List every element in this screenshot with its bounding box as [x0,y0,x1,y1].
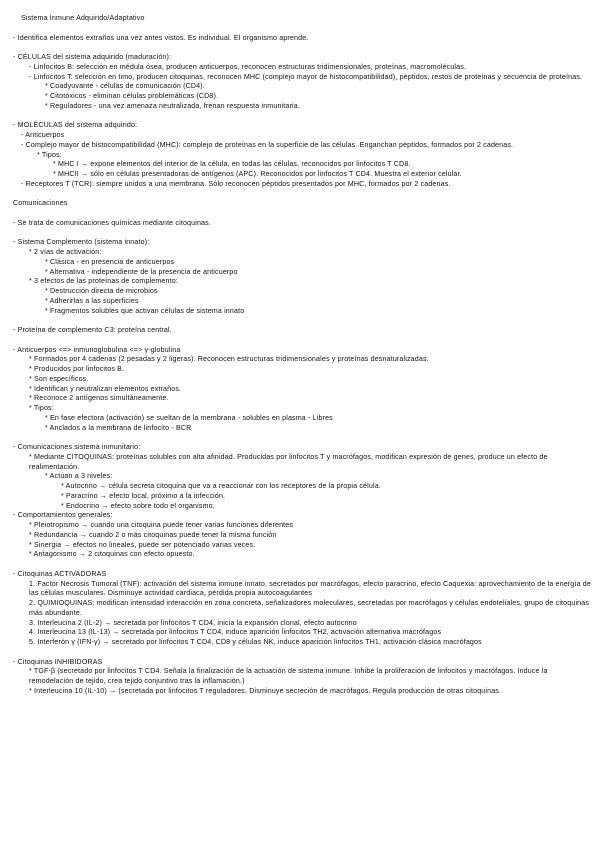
text-line: * Clásica - en presencia de anticuerpos [45,257,175,266]
blank-line [13,24,591,34]
text-line: * Sinergia → efectos no lineales, puede ser potenciado varias veces. [29,540,256,549]
text-line: * Son específicos. [29,374,89,383]
section-heading: - Comunicaciones sistema inmunitario: [13,443,141,451]
text-line: * 3 efectos de las proteínas de complemento: [29,277,178,286]
section-heading: - CÉLULAS del sistema adquirido (maduración): [13,53,172,61]
section-heading: - MOLÉCULAS del sistema adquirido: [13,121,138,130]
blank-line [13,43,591,53]
section-heading: - Anticuerpos <=> inmunoglobulina <=> γ-globulina [13,345,181,354]
text-line: - Proteína de complemento C3: proteína central. [13,326,172,334]
text-line: 1. Factor Necrosis Tumoral (TNF): activación del sistema inmune innato, secretados por macrófagos, efecto paracrino, efecto Caquexia: aprovechamiento de la energía de las células musculares. Disminuye actividad cardiaca, pérdida propia autocoagulantes [29,579,591,598]
text-line: * TGF-β (secretado por linfocitos T CD4. Señala la finalización de la actuación de sistema inmune. Inhibe la proliferación de linfocitos y macrófagos. Induce la remodelación de tejido, crea tejido conjuntivo tras la inflamación.) [29,667,548,685]
text-line: * Anclados a la membrana de linfocito - BCR [45,423,192,432]
blank-line [13,209,591,219]
text-line: * MHCII → sólo en células presentadoras de antígenos (APC). Reconocidos por linfocitos T CD4. Muestra el exterior celular. [53,170,462,178]
text-line: * Redundancia → cuando 2 o más citoquinas puede tener la misma función [29,530,277,539]
blank-line [13,433,591,443]
text-line: - Linfocitos B: selección en médula ósea, producen anticuerpos, reconocen estructuras tridimensionales, proteínas, macromoléculas. [29,62,467,71]
text-line: * Fragmentos solubles que activan células de sistema innato [45,306,245,315]
blank-line [13,112,591,122]
text-line: * En fase efectora (activación) se sueltan de la membrana - solubles en plasma - Libres [45,413,333,422]
text-line: 3. Interleucina 2 (IL-2) → secretada por linfocitos T CD4, inicia la expansión clonal, efecto autocrino [29,618,357,627]
section-heading: - Citoquinas INHIBIDORAS [13,657,103,666]
blank-line [13,229,591,239]
text-line: 4. Interleucina 13 (IL-13) → secretada por linfocitos T CD4, induce aparición linfocitos TH2, activación alternativa macrófagos [29,628,442,637]
text-line: - Se trata de comunicaciones químicas mediante citoquinas. [13,218,211,227]
text-line: - Linfocitos T: selección en timo, producen citoquinas, reconocen MHC (complejo mayor de histocompatibilidad), péptidos, restos de proteínas y secuencia de proteínas. [29,72,583,81]
text-line: - Receptores T (TCR): siempre unidos a una membrana. Sólo reconocen péptidos presentados por MHC, formados por 2 cadenas. [21,179,451,188]
section-heading: - Sistema Complemento (sistema innato): [13,238,150,247]
document-body [13,14,591,697]
text-line: - Complejo mayor de histocompatibilidad (MHC): complejo de proteínas en la superficie de las células. Enganchan péptidos, formados por 2 cadenas. [21,140,514,149]
text-line: - Identifica elementos extraños una vez antes vistos. Es individual. El organismo aprende. [13,33,309,42]
text-line: 2. QUIMIOQUINAS: modifican intensidad interacción en zona concreta, señalizadores moleculares, secretadas por macrófagos y células endoteliales, grupo de citoquinas más abundante. [29,599,590,617]
text-line: * Adherirlas a las superficies [45,296,139,305]
text-line: * Tipos: [37,150,62,159]
blank-line [13,648,591,658]
text-line: * Endocrino → efecto sobre todo el organismo. [61,501,215,510]
section-heading: - Comportamientos generales: [13,511,113,520]
text-line: - Anticuerpos [21,131,65,139]
blank-line [13,560,591,570]
text-line: 5. Interferón γ (IFN-γ) → secretado por linfocitos T CD4, CD8 y células NK, induce aparición linfocitos TH1, activación clásica macrófagos [29,638,482,646]
text-line: * Formados por 4 cadenas (2 pesadas y 2 ligeras). Reconocen estructuras tridimensionales y proteínas desnaturalizadas. [29,355,429,364]
section-heading: - Citoquinas ACTIVADORAS [13,569,107,578]
document-title: Sistema Inmune Adquirido/Adaptativo [21,14,145,22]
blank-line [13,190,591,200]
text-line: * MHC I → expone elementos del interior de la célula, en todas las células, reconocidos por linfocitos T CD8. [53,160,411,169]
text-line: * Coadyuvante - células de comunicación (CD4). [45,82,205,91]
text-line: * Alternativa - independiente de la presencia de anticuerpo [45,267,238,276]
text-line: * Reconoce 2 antígenos simultáneamente. [29,394,169,403]
section-heading: Comunicaciones [13,199,68,208]
text-line: * 2 vías de activación: [29,248,102,256]
text-line: * Mediante CITOQUINAS: proteínas solubles con alta afinidad. Producidas por linfocitos T y macrófagos, modifican expresión de genes, produce un efecto de realimentación. [29,452,548,471]
text-line: * Autocrino → célula secreta citoquina que va a reaccionar con los receptores de la propia célula. [61,482,381,490]
blank-line [13,336,591,346]
text-line: * Actúan a 3 niveles: [45,472,113,481]
text-line: * Paracrino → efecto local, próximo a la infección. [61,491,226,500]
text-line: * Destrucción directa de microbios [45,287,158,295]
text-line: * Tipos: [29,404,54,412]
text-line: * Producidos por linfocitos B. [29,365,125,373]
text-line: * Citotóxicos - eliminan células problemáticas (CD8). [45,92,219,100]
text-line: * Identifican y neutralizan elementos extraños. [29,384,182,393]
text-line: * Antagonismo → 2 citoquinas con efecto opuesto. [29,550,195,559]
blank-line [13,316,591,326]
text-line: * Reguladores - una vez amenaza neutralizada, frenan respuesta inmunitaria. [45,101,300,110]
text-line: * Pleiotropismo → cuando una citoquina puede tener varias funciones diferentes [29,521,294,529]
text-line: * Interleucina 10 (IL-10) → (secretada por linfocitos T reguladores. Disminuye secreción de macrófagos. Regula producción de otras citoquinas. [29,686,502,695]
